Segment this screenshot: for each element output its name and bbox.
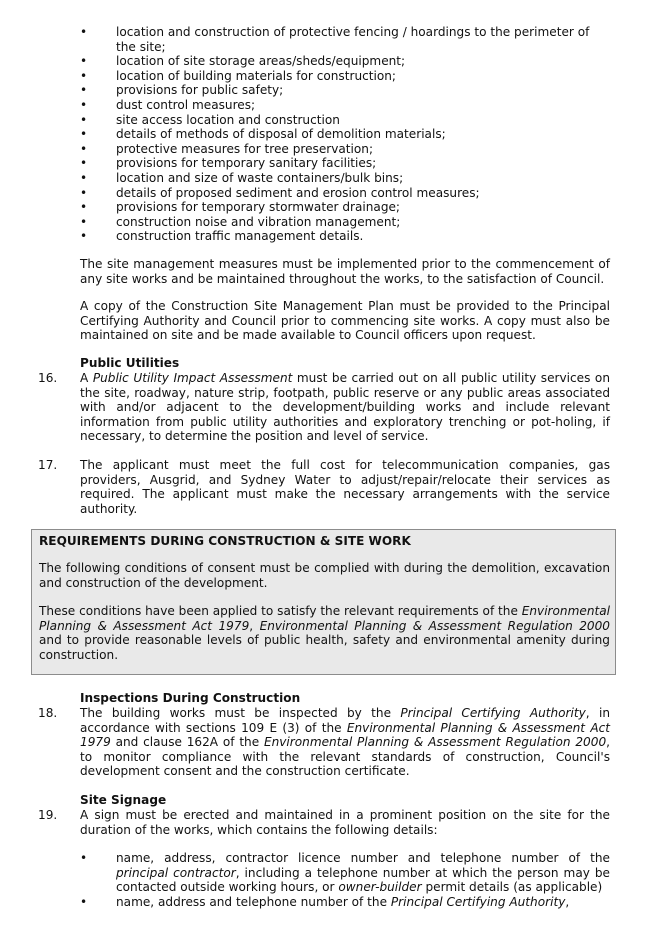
list-item: • details of methods of disposal of demolition materials; (80, 127, 610, 142)
list-item: • protective measures for tree preservation; (80, 142, 610, 157)
list-item: • provisions for temporary sanitary facilities; (80, 156, 610, 171)
list-item: • location of site storage areas/sheds/equipment; (80, 54, 610, 69)
box-paragraph-2: These conditions have been applied to satisfy the relevant requirements of the Environmental Planning & Assessment Act 1979, Environmental Planning & Assessment Regulation 2000 and to provide reasonable levels of public health, safety and environmental amenity during construction. (39, 604, 611, 662)
list-item: • provisions for public safety; (80, 83, 610, 98)
list-item: • location of building materials for construction; (80, 69, 610, 84)
list-item: • construction noise and vibration management; (80, 215, 610, 230)
list-item: • details of proposed sediment and erosion control measures; (80, 186, 610, 201)
copy-plan-paragraph: A copy of the Construction Site Management Plan must be provided to the Principal Certifying Authority and Council prior to commencing site works. A copy must also be maintained on site and be made available to Council officers upon request. (80, 299, 610, 343)
list-item: • construction traffic management details. (80, 229, 610, 244)
box-title: REQUIREMENTS DURING CONSTRUCTION & SITE WORK (39, 534, 411, 548)
site-signage-items (80, 851, 610, 909)
condition-16-text: A Public Utility Impact Assessment must be carried out on all public utility services on the site, roadway, nature strip, footpath, public reserve or any public areas associated with and/or adjacent to the development/building works and include relevant information from public utility authorities and exploratory trenching or pot-holing, if necessary, to determine the position and level of service. (80, 371, 610, 444)
condition-number-16: 16. (38, 371, 58, 385)
list-item: • provisions for temporary stormwater drainage; (80, 200, 610, 215)
inspections-heading: Inspections During Construction (80, 691, 301, 705)
site-measures-paragraph: The site management measures must be implemented prior to the commencement of any site works and be maintained throughout the works, to the satisfaction of Council. (80, 257, 610, 286)
condition-number-17: 17. (38, 458, 58, 472)
requirements-box (31, 529, 616, 675)
list-item: • location and construction of protective fencing / hoardings to the perimeter of the site; (80, 25, 610, 54)
site-management-plan-items (80, 25, 610, 244)
condition-number-19: 19. (38, 808, 58, 822)
site-signage-heading: Site Signage (80, 793, 167, 807)
list-item: • dust control measures; (80, 98, 610, 113)
condition-17-text: The applicant must meet the full cost for telecommunication companies, gas providers, Ausgrid, and Sydney Water to adjust/repair/relocate their services as required. The applicant must make the necessary arrangements with the service authority. (80, 458, 610, 516)
condition-number-18: 18. (38, 706, 58, 720)
list-item: • name, address, contractor licence number and telephone number of the principal contractor, including a telephone number at which the person may be contacted outside working hours, or owner-builder permit details (as applicable) (80, 851, 610, 895)
condition-19-text: A sign must be erected and maintained in a prominent position on the site for the duration of the works, which contains the following details: (80, 808, 610, 837)
list-item: • site access location and construction (80, 113, 610, 128)
public-utilities-heading: Public Utilities (80, 356, 180, 370)
list-item: • name, address and telephone number of the Principal Certifying Authority, (80, 895, 610, 910)
condition-18-text: The building works must be inspected by the Principal Certifying Authority, in accordance with sections 109 E (3) of the Environmental Planning & Assessment Act 1979 and clause 162A of the Environmental Planning & Assessment Regulation 2000, to monitor compliance with the relevant standards of construction, Council's development consent and the construction certificate. (80, 706, 611, 779)
box-paragraph-1: The following conditions of consent must be complied with during the demolition, excavation and construction of the development. (39, 561, 610, 590)
list-item: • location and size of waste containers/bulk bins; (80, 171, 610, 186)
